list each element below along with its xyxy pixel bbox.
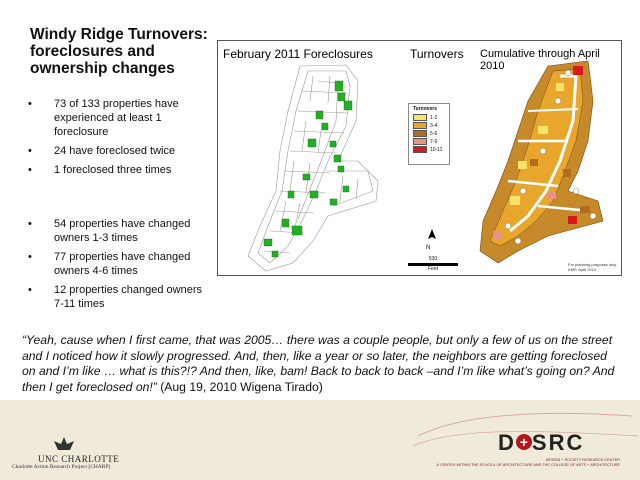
legend-label: 7-9 [430, 138, 438, 145]
turnovers-map [480, 61, 603, 263]
legend-item [413, 138, 449, 145]
north-label: N [426, 245, 431, 251]
legend-item [413, 114, 449, 121]
bullet-item: • 1 foreclosed three times [28, 163, 213, 177]
scale-unit: Feet [427, 266, 438, 272]
map-note-line: For planning purposes only. [568, 262, 618, 267]
legend-label: 5-6 [430, 130, 438, 137]
quote-text: “Yeah, cause when I first came, that was 2005… there was a couple people, but only a few of us on the street and I noticed how it slowly progressed. And, then, like a year or so later, the neighbors are getting foreclosed on and I’m like … what is this?!? And then, like, bam! Back to back to back –and I’m like what’s going on? And then I get foreclosed on!” [22, 333, 615, 394]
dsrc-letter: D [498, 430, 516, 455]
bullet-item: • 54 properties have changed owners 1-3 times [28, 217, 213, 245]
bullet-item: • 12 properties changed owners 7-11 times [28, 283, 213, 311]
north-arrow [426, 229, 438, 251]
quote-attribution: (Aug 19, 2010 Wigena Tirado) [156, 379, 323, 394]
slide-title: Windy Ridge Turnovers: foreclosures and ownership changes [30, 26, 208, 77]
scale-bar [408, 256, 458, 272]
dsrc-dot: + [516, 434, 532, 450]
map-figure [217, 40, 622, 276]
bullet-item: • 73 of 133 properties have experienced at least 1 foreclosure [28, 97, 213, 139]
dsrc-line: DESIGN + SOCIETY RESEARCH CENTER [545, 458, 620, 462]
legend-swatch [413, 146, 427, 153]
dsrc-letters: SRC [531, 430, 585, 455]
map-note-line: KMP, April 2012 [568, 267, 597, 272]
footer-band [0, 400, 640, 480]
unc-logo-block [12, 436, 119, 470]
left-map-title: February 2011 Foreclosures [223, 47, 373, 61]
foreclosure-bullets [28, 97, 213, 182]
unc-subtitle: Charlotte Action Research Project [CHARP] [12, 464, 111, 470]
legend-label: 1-2 [430, 114, 438, 121]
map-note [568, 262, 617, 272]
right-map-title: Turnovers [410, 47, 464, 61]
legend-item [413, 130, 449, 137]
legend-label: 10-11 [430, 146, 443, 153]
unc-crown-icon [52, 436, 76, 454]
right-map-subtitle: Cumulative through April 2010 [480, 48, 600, 72]
dsrc-logo [498, 430, 584, 456]
ownership-bullets [28, 217, 213, 316]
legend-item [413, 146, 449, 153]
bullet-item: • 24 have foreclosed twice [28, 144, 213, 158]
legend-swatch [413, 122, 427, 129]
bullet-item: • 77 properties have changed owners 4-6 times [28, 250, 213, 278]
legend-swatch [413, 138, 427, 145]
legend-swatch [413, 130, 427, 137]
scale-value: 530 [428, 256, 438, 262]
unc-name: UNC CHARLOTTE [38, 454, 120, 464]
legend-title: Turnovers [413, 106, 438, 112]
map-legend [408, 103, 450, 165]
legend-label: 3-4 [430, 122, 438, 129]
dsrc-line: A CENTER WITHIN THE SCHOOL OF ARCHITECTURE AND THE COLLEGE OF ARTS + ARCHITECTURE [436, 463, 620, 467]
north-arrow-icon [426, 229, 438, 243]
interview-quote [22, 333, 622, 395]
dsrc-subtitle [430, 458, 620, 468]
legend-item [413, 122, 449, 129]
legend-swatch [413, 114, 427, 121]
